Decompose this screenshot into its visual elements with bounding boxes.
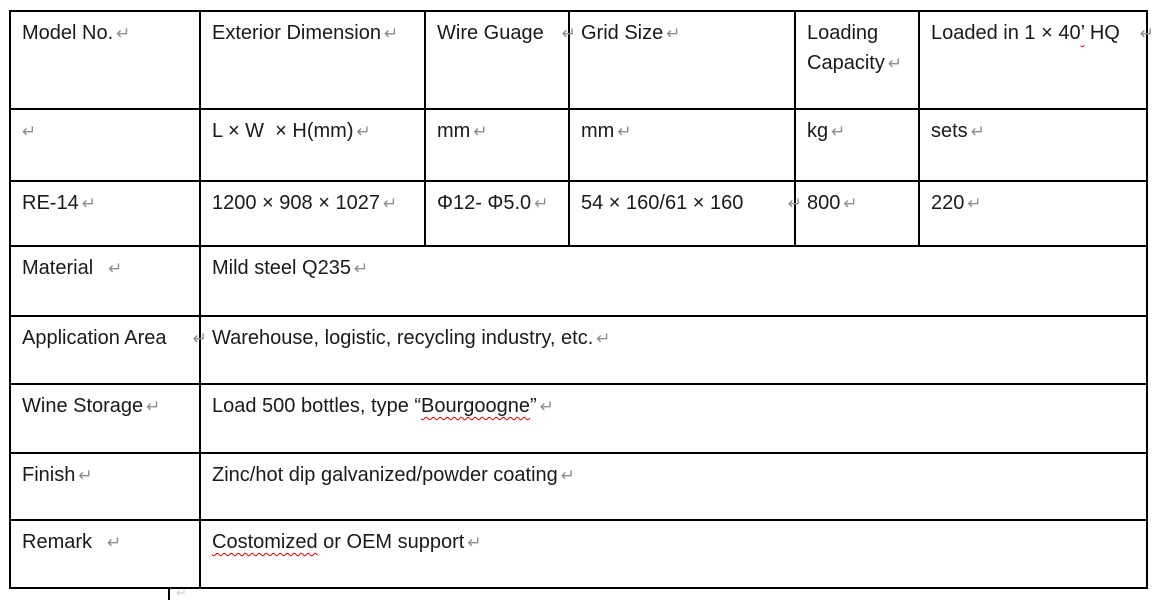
header-loaded-post: HQ — [1084, 22, 1120, 44]
paragraph-mark-icon: ↵ — [1139, 24, 1154, 44]
paragraph-mark-icon: ↵ — [473, 122, 488, 142]
table-row-header — [10, 11, 1147, 109]
cell-wine-storage-label[interactable] — [10, 384, 200, 453]
cell-units-dimension[interactable] — [200, 109, 425, 181]
cell-application-area-label[interactable] — [10, 316, 207, 384]
paragraph-mark-icon: ↵ — [356, 122, 371, 142]
paragraph-mark-icon: ↵ — [467, 533, 482, 553]
paragraph-mark-icon: ↵ — [539, 397, 554, 417]
paragraph-mark-icon: ↵ — [353, 259, 369, 279]
paragraph-mark-icon: ↵ — [78, 466, 93, 486]
wine-storage-value-post: ” — [530, 395, 537, 417]
cell-units-loaded[interactable] — [919, 109, 1147, 181]
cell-dimension-value[interactable] — [200, 181, 425, 246]
wine-storage-misspelled-word: Bourgoogne — [421, 395, 531, 417]
wire-value: Φ12- Φ5.0 — [437, 192, 532, 214]
cell-header-wire-guage[interactable] — [425, 11, 576, 109]
end-paragraph-mark-icon: ↵ — [176, 586, 187, 600]
product-spec-table — [9, 10, 1154, 589]
finish-value: Zinc/hot dip galvanized/powder coating — [212, 464, 558, 486]
cell-units-empty[interactable] — [10, 109, 200, 181]
remark-label: Remark — [22, 531, 93, 553]
paragraph-mark-icon: ↵ — [192, 329, 207, 349]
paragraph-mark-icon: ↵ — [787, 194, 802, 214]
table-row-remark — [10, 520, 1147, 588]
remark-misspelled-word: Costomized — [212, 531, 318, 553]
header-wire-guage-label: Wire Guage — [437, 22, 550, 44]
wine-storage-value-pre: Load 500 bottles, type “ — [212, 395, 422, 417]
paragraph-mark-icon: ↵ — [970, 122, 985, 142]
units-grid-value: mm — [581, 120, 615, 142]
units-loading-value: kg — [807, 120, 829, 142]
loading-value: 800 — [807, 192, 841, 214]
cell-header-model-no[interactable] — [10, 11, 200, 109]
header-grid-size-label: Grid Size — [581, 22, 664, 44]
cell-material-label[interactable] — [10, 246, 200, 316]
application-area-label: Application Area — [22, 327, 167, 349]
paragraph-mark-icon: ↵ — [887, 54, 903, 74]
model-value: RE-14 — [22, 192, 79, 214]
application-area-value: Warehouse, logistic, recycling industry, etc. — [212, 327, 594, 349]
cell-header-loading-capacity[interactable] — [795, 11, 919, 109]
cell-remark-label[interactable] — [10, 520, 200, 588]
paragraph-mark-icon: ↵ — [967, 194, 982, 214]
paragraph-mark-icon: ↵ — [383, 24, 399, 44]
cell-wire-value[interactable] — [425, 181, 569, 246]
cell-finish-label[interactable] — [10, 453, 200, 520]
paragraph-mark-icon: ↵ — [22, 122, 37, 142]
paragraph-mark-icon: ↵ — [116, 24, 131, 44]
cell-material-value[interactable] — [200, 246, 1147, 316]
paragraph-mark-icon: ↵ — [560, 466, 576, 486]
cell-remark-value[interactable] — [200, 520, 1147, 588]
table-row-application-area — [10, 316, 1147, 384]
header-loaded-pre: Loaded in 1 × 40 — [931, 22, 1081, 44]
units-wire-value: mm — [437, 120, 471, 142]
cell-units-wire[interactable] — [425, 109, 569, 181]
paragraph-mark-icon: ↵ — [108, 259, 123, 279]
paragraph-mark-icon: ↵ — [596, 329, 611, 349]
header-loaded-apostrophe: ’ — [1080, 22, 1085, 44]
paragraph-mark-icon: ↵ — [382, 194, 398, 214]
paragraph-mark-icon: ↵ — [666, 24, 681, 44]
wine-storage-value — [212, 395, 537, 417]
text-cursor — [168, 589, 170, 600]
cell-grid-value[interactable] — [569, 181, 802, 246]
cell-model-value[interactable] — [10, 181, 200, 246]
cell-units-grid[interactable] — [569, 109, 795, 181]
loaded-value: 220 — [931, 192, 965, 214]
cell-header-loaded-hq[interactable] — [919, 11, 1154, 109]
dimension-value: 1200 × 908 × 1027 — [212, 192, 380, 214]
cell-header-exterior-dimension[interactable] — [200, 11, 425, 109]
paragraph-mark-icon: ↵ — [81, 194, 96, 214]
material-value: Mild steel Q235 — [212, 257, 351, 279]
paragraph-mark-icon: ↵ — [831, 122, 846, 142]
cell-header-grid-size[interactable] — [569, 11, 795, 109]
header-loading-capacity-label: Loading Capacity — [807, 22, 885, 74]
paragraph-mark-icon: ↵ — [617, 122, 632, 142]
paragraph-mark-icon: ↵ — [107, 533, 122, 553]
wine-storage-label: Wine Storage — [22, 395, 144, 417]
table-row-material — [10, 246, 1147, 316]
remark-value — [212, 531, 464, 553]
finish-label: Finish — [22, 464, 76, 486]
header-loaded-hq-label — [931, 22, 1120, 44]
header-model-no-label: Model No. — [22, 22, 114, 44]
table-row-units — [10, 109, 1147, 181]
table-row-model-values — [10, 181, 1147, 246]
paragraph-mark-icon: ↵ — [146, 397, 161, 417]
units-loaded-value: sets — [931, 120, 968, 142]
table-row-wine-storage — [10, 384, 1147, 453]
cell-application-area-value[interactable] — [200, 316, 1147, 384]
remark-value-post: or OEM support — [317, 531, 465, 553]
material-label: Material — [22, 257, 94, 279]
grid-value: 54 × 160/61 × 160 — [581, 192, 744, 214]
table-row-finish — [10, 453, 1147, 520]
paragraph-mark-icon: ↵ — [843, 194, 858, 214]
cell-units-loading[interactable] — [795, 109, 919, 181]
cell-loading-value[interactable] — [795, 181, 919, 246]
paragraph-mark-icon: ↵ — [561, 24, 576, 44]
paragraph-mark-icon: ↵ — [534, 194, 549, 214]
cell-finish-value[interactable] — [200, 453, 1147, 520]
cell-loaded-value[interactable] — [919, 181, 1147, 246]
header-exterior-dimension-label: Exterior Dimension — [212, 22, 381, 44]
units-dimension-value: L × W × H(mm) — [212, 120, 354, 142]
cell-wine-storage-value[interactable] — [200, 384, 1147, 453]
